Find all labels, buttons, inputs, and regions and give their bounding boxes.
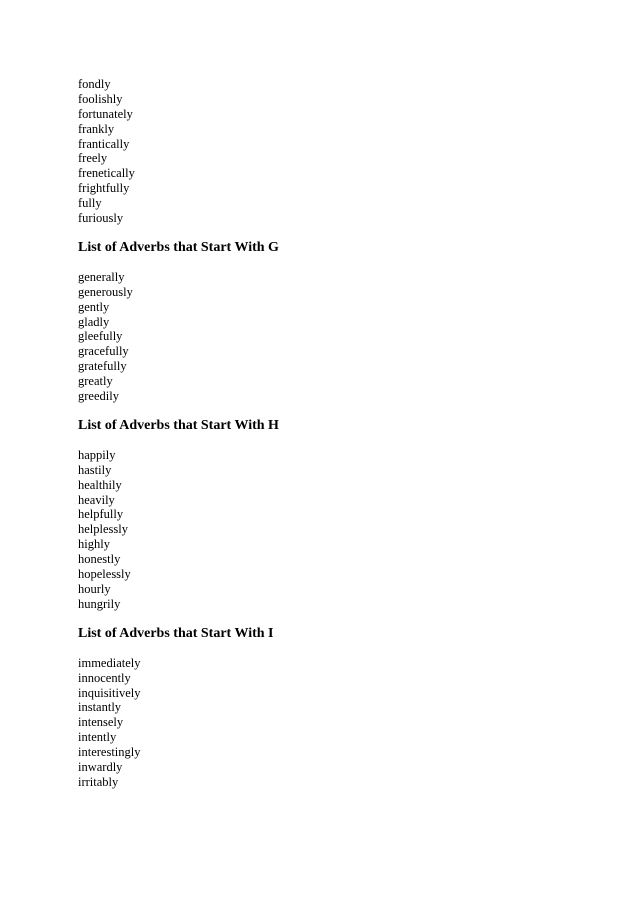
list-item: generally [78, 269, 125, 284]
word-list-g [78, 270, 598, 404]
list-item: gladly [78, 314, 110, 329]
list-item: gently [78, 299, 110, 314]
list-item: freely [78, 151, 108, 166]
list-item: frankly [78, 121, 115, 136]
word-list-h [78, 448, 598, 612]
list-item: honestly [78, 552, 121, 567]
list-item: innocently [78, 670, 131, 685]
list-item: fondly [78, 77, 111, 91]
list-item: foolishly [78, 91, 123, 106]
list-item: greatly [78, 374, 113, 389]
list-item: furiously [78, 211, 124, 226]
list-item: hungrily [78, 596, 121, 611]
list-item: intently [78, 730, 117, 745]
list-item: healthily [78, 477, 122, 492]
list-item: hourly [78, 581, 111, 596]
list-item: heavily [78, 492, 115, 507]
section-heading-i: List of Adverbs that Start With I [78, 625, 274, 641]
document-page [78, 77, 598, 790]
list-item: interestingly [78, 745, 141, 760]
list-item: highly [78, 537, 110, 552]
list-item: helpfully [78, 507, 124, 522]
list-item: frightfully [78, 181, 130, 196]
list-item: greedily [78, 389, 119, 404]
list-item: gracefully [78, 344, 129, 359]
list-item: helplessly [78, 522, 128, 537]
list-item: frantically [78, 136, 130, 151]
section-heading-h: List of Adverbs that Start With H [78, 417, 279, 433]
list-item: gratefully [78, 359, 127, 374]
list-item: generously [78, 284, 133, 299]
list-item: irritably [78, 774, 119, 789]
list-item: instantly [78, 700, 122, 715]
list-item: fully [78, 196, 102, 211]
list-item: hopelessly [78, 567, 131, 582]
list-item: intensely [78, 715, 124, 730]
list-item: inwardly [78, 759, 123, 774]
list-item: hastily [78, 462, 112, 477]
word-list-f [78, 77, 598, 226]
list-item: inquisitively [78, 685, 141, 700]
list-item: fortunately [78, 106, 133, 121]
word-list-i [78, 656, 598, 790]
section-heading-g: List of Adverbs that Start With G [78, 239, 279, 255]
list-item: immediately [78, 655, 141, 670]
list-item: frenetically [78, 166, 135, 181]
list-item: happily [78, 447, 116, 462]
list-item: gleefully [78, 329, 123, 344]
